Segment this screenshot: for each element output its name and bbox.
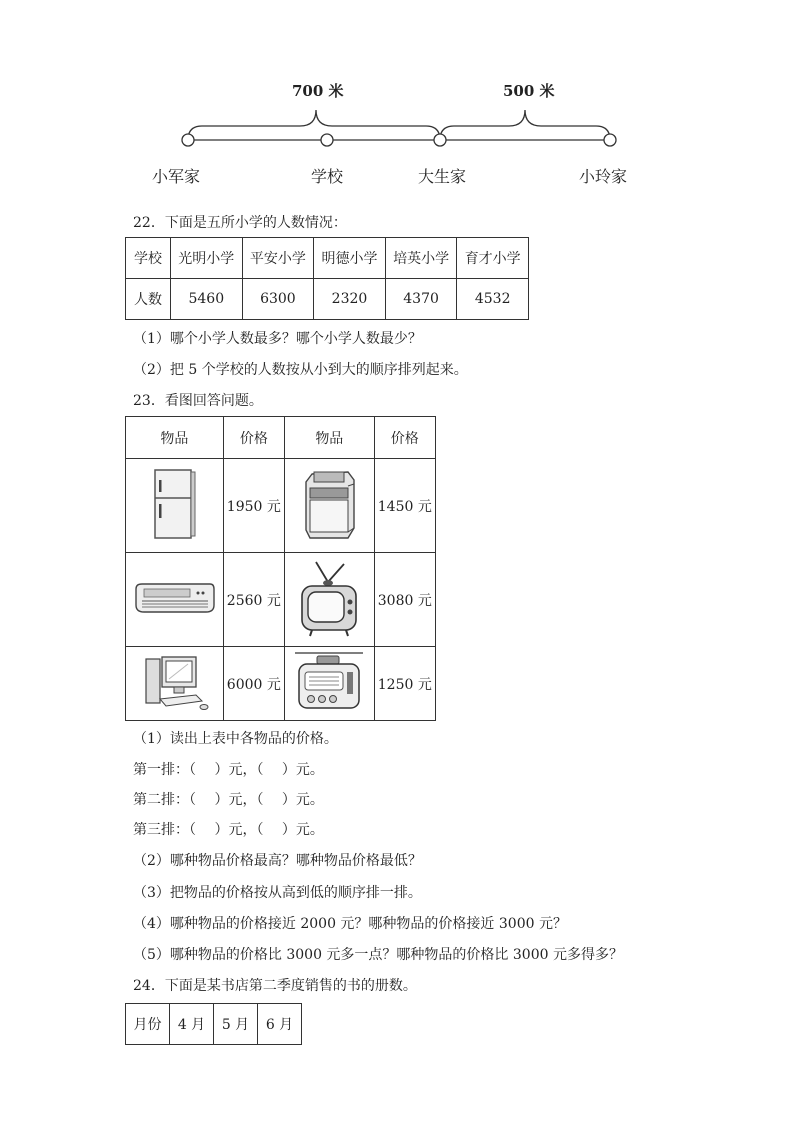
washing-machine-icon [298,466,360,542]
price-cell: 1250 元 [374,647,435,721]
price-cell: 2560 元 [223,553,284,647]
item-cell [285,553,375,647]
school-cell: 培英小学 [385,238,457,279]
television-icon [294,558,364,638]
item-cell [285,647,375,721]
distance-label-right: 500 米 [503,82,555,100]
count-cell: 2320 [314,279,386,320]
count-cell: 4532 [457,279,529,320]
item-cell [126,459,224,553]
q23-table [125,416,436,721]
row-label-cell: 人数 [126,279,171,320]
q24-table [125,1003,302,1045]
school-cell: 光明小学 [171,238,243,279]
school-cell: 育才小学 [457,238,529,279]
q24-title: 24．下面是某书店第二季度销售的书的册数。 [133,978,417,994]
count-cell: 5460 [171,279,243,320]
table-row [126,279,529,320]
count-cell: 4370 [385,279,457,320]
header-cell: 6 月 [258,1004,302,1045]
radio-icon [293,650,365,714]
price-cell: 6000 元 [223,647,284,721]
point-label-dasheng: 大生家 [418,167,467,186]
refrigerator-icon [151,468,197,540]
air-conditioner-icon [132,581,216,615]
header-cell: 价格 [374,417,435,459]
school-cell: 明德小学 [314,238,386,279]
q23-row2: 第二排：（ ）元，（ ）元。 [133,792,324,808]
q22-table [125,237,529,320]
distance-diagram [0,70,794,200]
q23-title: 23．看图回答问题。 [133,393,263,409]
q23-sub1: （1）读出上表中各物品的价格。 [133,731,338,747]
table-row [126,459,436,553]
table-row [126,553,436,647]
point-school [321,134,333,146]
school-cell: 平安小学 [242,238,314,279]
item-cell [126,647,224,721]
count-cell: 6300 [242,279,314,320]
table-row [126,238,529,279]
distance-label-left: 700 米 [292,82,344,100]
header-cell: 物品 [126,417,224,459]
q23-sub4: （4）哪种物品的价格接近 2000 元？哪种物品的价格接近 3000 元？ [133,916,567,932]
q22-title: 22．下面是五所小学的人数情况： [133,215,347,231]
table-row [126,1004,302,1045]
table-row [126,417,436,459]
header-cell: 物品 [285,417,375,459]
point-xiaojun [182,134,194,146]
header-cell: 5 月 [214,1004,258,1045]
item-cell [285,459,375,553]
header-cell: 4 月 [170,1004,214,1045]
q23-row1: 第一排：（ ）元，（ ）元。 [133,762,324,778]
header-cell: 价格 [223,417,284,459]
price-cell: 3080 元 [374,553,435,647]
q22-sub1: （1）哪个小学人数最多？哪个小学人数最少？ [133,331,422,347]
q23-row3: 第三排：（ ）元，（ ）元。 [133,822,324,838]
item-cell [126,553,224,647]
q23-sub2: （2）哪种物品价格最高？哪种物品价格最低？ [133,853,422,869]
brace-left [188,110,440,140]
table-row [126,647,436,721]
q23-sub3: （3）把物品的价格按从高到低的顺序排一排。 [133,885,422,901]
q23-sub5: （5）哪种物品的价格比 3000 元多一点？哪种物品的价格比 3000 元多得多？ [133,947,623,963]
point-dasheng [434,134,446,146]
brace-right [440,110,610,140]
point-label-xiaojun: 小军家 [152,167,201,186]
header-cell: 月份 [126,1004,170,1045]
price-cell: 1950 元 [223,459,284,553]
header-cell: 学校 [126,238,171,279]
point-label-xiaoling: 小玲家 [579,167,628,186]
computer-icon [138,651,210,713]
q22-sub2: （2）把 5 个学校的人数按从小到大的顺序排列起来。 [133,362,468,378]
price-cell: 1450 元 [374,459,435,553]
point-xiaoling [604,134,616,146]
point-label-school: 学校 [311,167,344,186]
